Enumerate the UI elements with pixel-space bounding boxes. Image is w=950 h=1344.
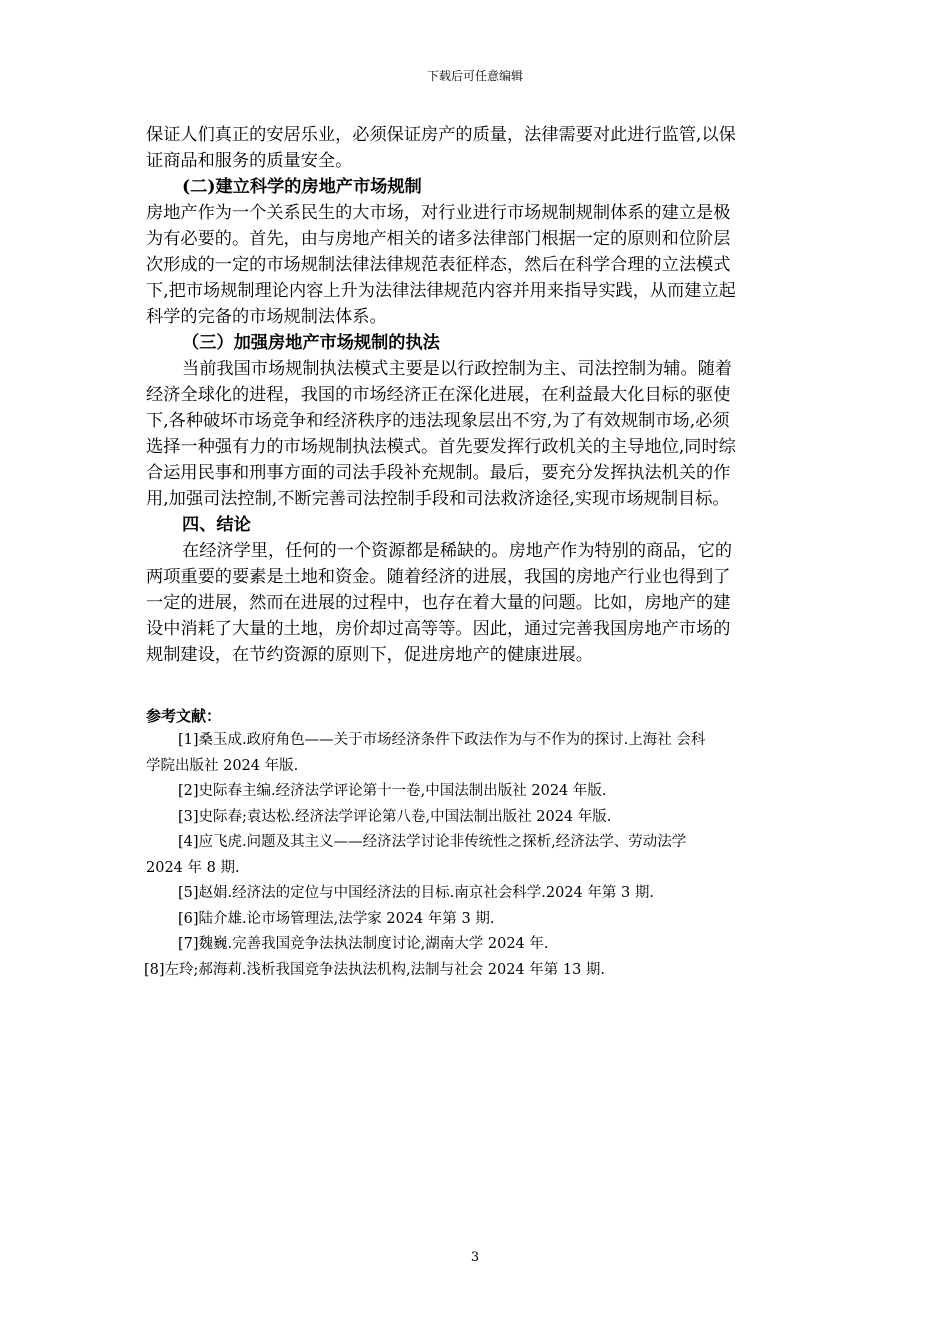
page-header: 下载后可任意编辑 [426,69,523,83]
section-heading-4: 四、结论 [182,515,251,535]
document-body [146,122,808,983]
reference-item: [1]桑玉成.政府角色——关于市场经济条件下政法作为与不作为的探讨.上海社 会科 [178,732,706,748]
reference-item: [3]史际春;袁达松.经济法学评论第八卷,中国法制出版社 2024 年版. [178,808,612,825]
reference-item: [4]应飞虎.问题及其主义——经济法学讨论非传统性之探析,经济法学、劳动法学 [178,834,687,850]
paragraph-line: 为有必要的。首先，由与房地产相关的诸多法律部门根据一定的原则和位阶层 [146,229,731,249]
paragraph-line: 保证人们真正的安居乐业，必须保证房产的质量，法律需要对此进行监管,以保 [146,125,736,145]
reference-item-continued: 学院出版社 2024 年版. [146,757,299,774]
paragraph-line: 经济全球化的进程，我国的市场经济正在深化进展，在利益最大化目标的驱使 [146,385,731,405]
paragraph-line: 证商品和服务的质量安全。 [146,151,353,171]
paragraph-line: 下,各种破坏市场竞争和经济秩序的违法现象层出不穷,为了有效规制市场,必须 [146,411,730,431]
section-heading-3: （三）加强房地产市场规制的执法 [182,333,440,353]
reference-item: [5]赵娟.经济法的定位与中国经济法的目标.南京社会科学.2024 年第 3 期. [178,885,654,901]
section-heading-2: (二)建立科学的房地产市场规制 [182,177,422,197]
paragraph-line: 房地产作为一个关系民生的大市场，对行业进行市场规制规制体系的建立是极 [146,203,731,223]
paragraph-line: 下,把市场规制理论内容上升为法律法律规范内容并用来指导实践，从而建立起 [146,281,736,301]
reference-item: [2]史际春主编.经济法学评论第十一卷,中国法制出版社 2024 年版. [178,783,607,799]
paragraph-line: 一定的进展，然而在进展的过程中，也存在着大量的问题。比如，房地产的建 [146,593,731,613]
paragraph-line: 当前我国市场规制执法模式主要是以行政控制为主、司法控制为辅。随着 [182,359,733,379]
paragraph-line: 在经济学里，任何的一个资源都是稀缺的。房地产作为特别的商品，它的 [182,541,733,561]
paragraph-line: 设中消耗了大量的土地，房价却过高等等。因此，通过完善我国房地产市场的 [146,619,731,639]
paragraph-line: 次形成的一定的市场规制法律法律规范表征样态，然后在科学合理的立法模式 [146,255,731,275]
reference-item: [8]左玲;郝海莉.浅析我国竞争法执法机构,法制与社会 2024 年第 13 期. [144,961,606,978]
reference-item-continued: 2024 年 8 期. [146,859,240,876]
paragraph-line: 科学的完备的市场规制法体系。 [146,307,387,327]
page-number: 3 [470,1250,480,1265]
paragraph-line: 合运用民事和刑事方面的司法手段补充规制。最后，要充分发挥执法机关的作 [146,463,731,483]
reference-item: [6]陆介雄.论市场管理法,法学家 2024 年第 3 期. [178,910,495,927]
reference-item: [7]魏巍.完善我国竞争法执法制度讨论,湖南大学 2024 年. [178,936,549,952]
paragraph-line: 规制建设，在节约资源的原则下，促进房地产的健康进展。 [146,645,593,665]
paragraph-line: 用,加强司法控制,不断完善司法控制手段和司法救济途径,实现市场规制目标。 [146,489,730,509]
paragraph-line: 两项重要的要素是土地和资金。随着经济的进展，我国的房地产行业也得到了 [146,567,731,587]
references-title: 参考文献： [146,707,222,725]
paragraph-line: 选择一种强有力的市场规制执法模式。首先要发挥行政机关的主导地位,同时综 [146,437,736,457]
